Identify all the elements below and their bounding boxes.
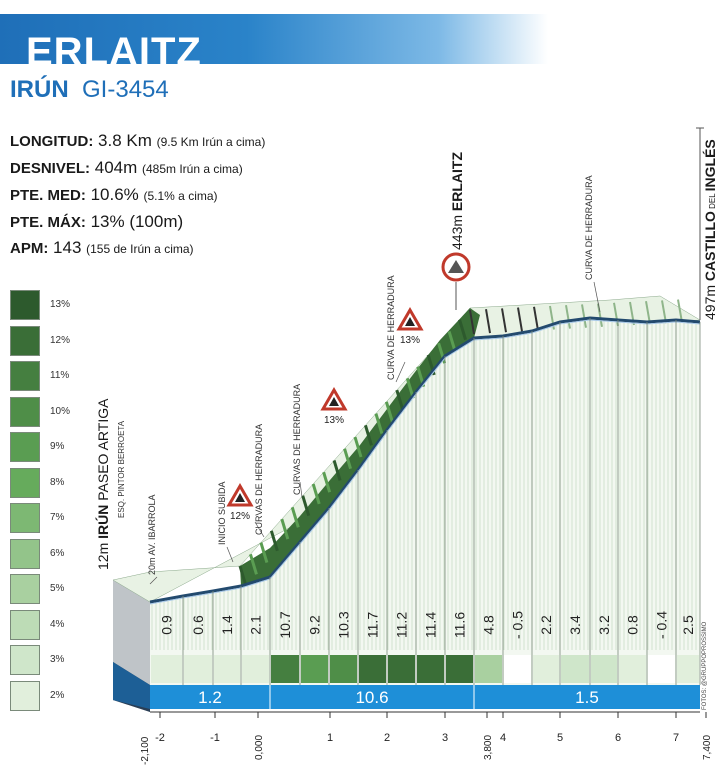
gradient-cell bbox=[330, 655, 357, 683]
gradient-value: 0.9 bbox=[158, 615, 175, 635]
section-gradient: 1.2 bbox=[198, 688, 222, 707]
stat-label: PTE. MÁX: bbox=[10, 214, 86, 231]
legend-label: 10% bbox=[50, 405, 71, 417]
km-label: 5 bbox=[556, 732, 564, 744]
legend-label: 6% bbox=[50, 547, 65, 559]
km-label: 6 bbox=[614, 732, 622, 744]
gradient-value: 3.4 bbox=[567, 615, 583, 635]
start-town: IRÚN bbox=[10, 76, 69, 103]
stat-value: 143 bbox=[48, 238, 87, 257]
gradient-cell bbox=[271, 655, 299, 683]
legend-label: 2% bbox=[50, 689, 65, 701]
gradient-value: 10.7 bbox=[277, 611, 293, 639]
gradient-cell bbox=[504, 655, 531, 683]
annotation-label: 20m AV. IBARROLA bbox=[147, 494, 157, 575]
gradient-value: 11.7 bbox=[364, 611, 381, 639]
gradient-cell bbox=[301, 655, 328, 683]
stat-value: 13% (100m) bbox=[85, 212, 184, 231]
gradient-value: 2.5 bbox=[680, 615, 696, 635]
gradient-cell bbox=[417, 655, 444, 683]
warning-gradient: 13% bbox=[399, 335, 421, 346]
legend-label: 9% bbox=[50, 441, 65, 452]
start-street-label: PASEO ARTIGA bbox=[95, 398, 111, 505]
warning-gradient: 12% bbox=[229, 511, 251, 522]
gradient-value: 4.8 bbox=[480, 615, 497, 635]
end-name-2: INGLÉS bbox=[702, 139, 718, 192]
gradient-cell bbox=[619, 655, 646, 683]
section-gradient: 10.6 bbox=[355, 688, 389, 707]
annotation-label: CURVAS DE HERRADURA bbox=[254, 423, 264, 535]
gradient-value: 11.6 bbox=[451, 611, 468, 639]
km-label: -1 bbox=[210, 732, 220, 744]
legend-label: 4% bbox=[50, 618, 65, 630]
gradient-value: - 0.4 bbox=[653, 610, 670, 640]
km-label: 7 bbox=[672, 732, 680, 744]
end-name: CASTILLO bbox=[702, 211, 718, 282]
gradient-cell bbox=[475, 655, 502, 683]
annotation-label: CURVA DE HERRADURA bbox=[584, 175, 594, 280]
start-label bbox=[94, 398, 111, 570]
summit-label bbox=[449, 152, 465, 250]
photo-credit: FOTOS: @GRUPPOPROSSIMO bbox=[702, 621, 708, 710]
annotation-leader bbox=[396, 362, 405, 382]
stat-note: (485m Irún a cima) bbox=[142, 162, 243, 176]
gradient-value: 10.3 bbox=[335, 611, 352, 639]
legend-label: 7% bbox=[50, 512, 65, 523]
stat-label: PTE. MED: bbox=[10, 187, 86, 204]
gradient-cell bbox=[446, 655, 473, 683]
gradient-cell bbox=[242, 655, 269, 683]
gradient-value: 11.4 bbox=[422, 611, 439, 639]
gradient-value: 0.8 bbox=[624, 615, 641, 635]
stat-value: 404m bbox=[90, 158, 142, 177]
section-bar bbox=[150, 685, 700, 709]
gradient-cell bbox=[533, 655, 559, 683]
legend-label: 11% bbox=[50, 370, 70, 381]
gradient-cell bbox=[591, 655, 617, 683]
gradient-cell bbox=[648, 655, 675, 683]
gradient-cell bbox=[151, 655, 182, 683]
climb-title: ERLAITZ bbox=[26, 30, 202, 74]
legend-label: 3% bbox=[50, 654, 65, 665]
km-label: -2 bbox=[155, 732, 165, 744]
km-label: 7,400 bbox=[702, 734, 713, 760]
gradient-value: 1.4 bbox=[219, 615, 235, 635]
km-label: 2 bbox=[383, 732, 391, 744]
summit-altitude: 443m bbox=[449, 211, 465, 250]
km-label: 3 bbox=[441, 732, 449, 744]
gradient-cell bbox=[359, 655, 386, 683]
end-altitude: 497m bbox=[702, 281, 718, 320]
km-label: 3,800 bbox=[483, 734, 494, 760]
gradient-cell bbox=[184, 655, 212, 683]
stat-value: 3.8 Km bbox=[93, 131, 157, 150]
stat-label: APM: bbox=[10, 240, 49, 257]
annotation-label: INICIO SUBIDA bbox=[217, 481, 227, 545]
end-name-small: DEL bbox=[708, 191, 717, 212]
road-code: GI-3454 bbox=[82, 76, 169, 103]
gradient-value: 9.2 bbox=[306, 615, 323, 635]
stat-value: 10.6% bbox=[85, 185, 144, 204]
start-altitude: 12m bbox=[95, 538, 111, 570]
stat-note: (155 de Irún a cima) bbox=[86, 242, 194, 256]
legend-label: 5% bbox=[50, 583, 65, 594]
gradient-value: 0.6 bbox=[190, 615, 206, 635]
gradient-cell bbox=[388, 655, 415, 683]
gradient-cell bbox=[677, 655, 699, 683]
gradient-value: 11.2 bbox=[393, 611, 410, 639]
annotation-label: CURVAS DE HERRADURA bbox=[292, 383, 302, 495]
gradient-cell bbox=[561, 655, 589, 683]
km-label-start: -2,100 bbox=[140, 736, 151, 765]
stat-label: LONGITUD: bbox=[10, 133, 94, 150]
warning-gradient: 13% bbox=[323, 415, 345, 426]
summit-name: ERLAITZ bbox=[449, 151, 465, 212]
gradient-value: 3.2 bbox=[596, 615, 612, 635]
km-label: 4 bbox=[499, 732, 507, 744]
km-label: 0,000 bbox=[254, 734, 265, 760]
legend-label: 12% bbox=[50, 334, 71, 346]
km-label: 1 bbox=[326, 732, 334, 744]
gradient-value: 2.2 bbox=[538, 615, 554, 635]
start-town-label: IRÚN bbox=[95, 504, 111, 539]
stat-label: DESNIVEL: bbox=[10, 160, 91, 177]
legend-label: 13% bbox=[50, 299, 71, 310]
gradient-value: 2.1 bbox=[247, 615, 264, 635]
stat-note: (9.5 Km Irún a cima) bbox=[156, 135, 266, 149]
legend-label: 8% bbox=[50, 476, 65, 488]
gradient-cell bbox=[214, 655, 240, 683]
annotation-label: CURVA DE HERRADURA bbox=[386, 275, 396, 380]
section-gradient: 1.5 bbox=[575, 688, 599, 707]
gradient-value: - 0.5 bbox=[509, 610, 526, 640]
stat-note: (5.1% a cima) bbox=[143, 189, 218, 203]
end-label bbox=[702, 139, 718, 320]
start-sublabel: ESQ. PINTOR BERROETA bbox=[117, 420, 126, 518]
